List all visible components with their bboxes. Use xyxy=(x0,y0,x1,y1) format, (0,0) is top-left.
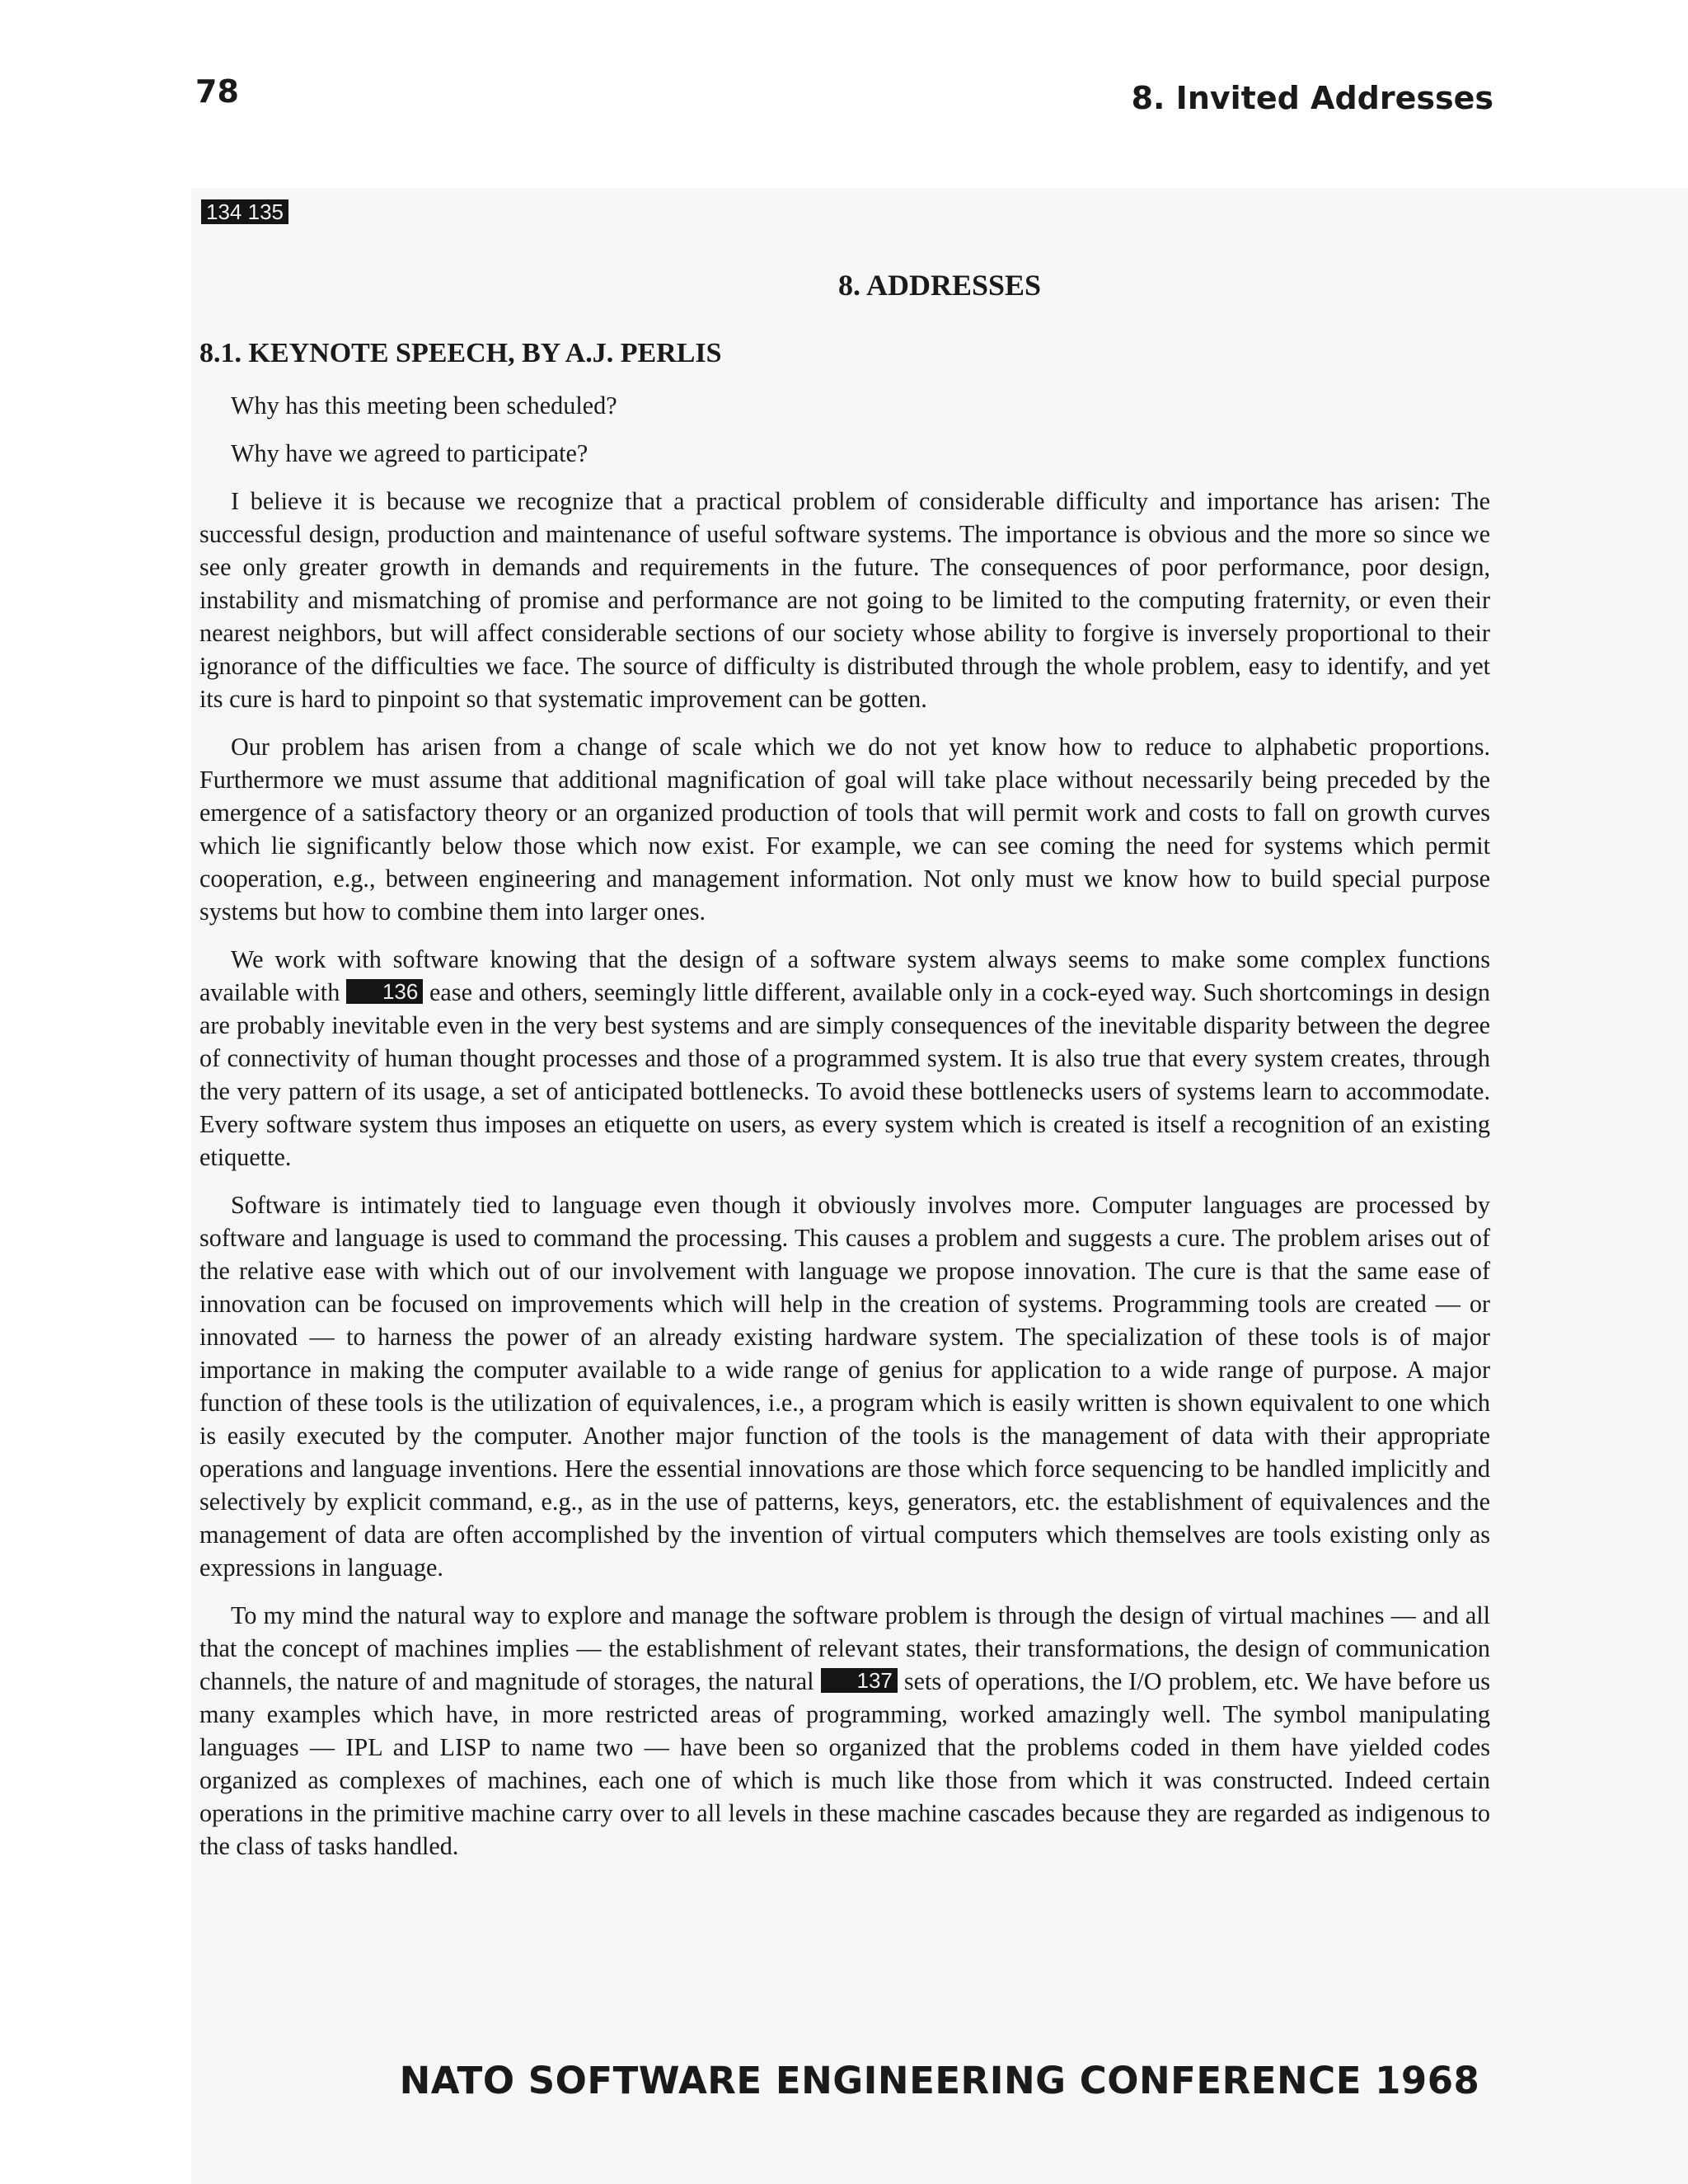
paragraph-text: sets of operations, the I/O problem, etc. We have before us many examples which have, in more restricted areas of programming, worked amazingly well. The symbol manipulating languages — IPL and LISP to name two — have been so organized that the problems coded in them have yielded codes organized as complexes of machines, each one of which is much like those from which it was constructed. Indeed certain operations in the primitive machine carry over to all levels in these machine cascades because they are regarded as indigenous to the class of tasks handled. xyxy=(199,1667,1491,1860)
page-marker-136: 136 xyxy=(346,979,423,1004)
paragraph xyxy=(199,943,1490,1174)
body-text xyxy=(199,389,1490,1877)
running-head: 8. Invited Addresses xyxy=(1131,80,1493,116)
page-number: 78 xyxy=(195,73,239,110)
page-marker-137: 137 xyxy=(821,1668,898,1693)
paragraph-text: To my mind the natural way to explore and manage the software problem is through the design of virtual machines — and all that the concept of machines implies — the establishment of relevant states, their transformations, the design of communication channels, the nature of and magnitude of storages, the natural xyxy=(199,1601,1490,1695)
paragraph: Our problem has arisen from a change of scale which we do not yet know how to reduce to alphabetic proportions. Furthermore we must assume that additional magnification of goal will take place without necessarily being preceded by the emergence of a satisfactory theory or an organized production of tools that will permit work and costs to fall on growth curves which lie significantly below those which now exist. For example, we can see coming the need for systems which permit cooperation, e.g., between engineering and management information. Not only must we know how to build special purpose systems but how to combine them into larger ones. xyxy=(199,733,1490,926)
paragraph xyxy=(199,1599,1490,1863)
chapter-title: 8. ADDRESSES xyxy=(837,269,1042,302)
page-marker-134-135: 134 135 xyxy=(201,199,288,224)
paragraph: Software is intimately tied to language even though it obviously involves more. Computer languages are processed by software and language is used to command the processing. This causes a problem and suggests a cure. The problem arises out of the relative ease with which out of our involvement with language we propose innovation. The cure is that the same ease of innovation can be focused on improvements which will help in the creation of systems. Programming tools are created — or innovated — to harness the power of an already existing hardware system. The specialization of these tools is of major importance in making the computer available to a wide range of genius for application to a wide range of purpose. A major function of these tools is the utilization of equivalences, i.e., a program which is easily written is shown equivalent to one which is easily executed by the computer. Another major function of the tools is the management of data with their appropriate operations and language inventions. Here the essential innovations are those which force sequencing to be handled implicitly and selectively by explicit command, e.g., as in the use of patterns, keys, generators, etc. the establishment of equivalences and the management of data are often accomplished by the invention of virtual computers which themselves are tools existing only as expressions in language. xyxy=(199,1191,1490,1582)
paragraph-text: We work with software knowing that the design of a software system always seems to make some complex functions available with xyxy=(199,945,1490,1006)
section-title: 8.1. KEYNOTE SPEECH, BY A.J. PERLIS xyxy=(199,338,722,368)
paragraph-text: ease and others, seemingly little different, available only in a cock-eyed way. Such shortcomings in design are probably inevitable even in the very best systems and are simply consequences of the inevitable disparity between the degree of connectivity of human thought processes and those of a programmed system. It is also true that every system creates, through the very pattern of its usage, a set of anticipated bottlenecks. To avoid these bottlenecks users of systems learn to accommodate. Every software system thus imposes an etiquette on users, as every system which is created is itself a recognition of an existing etiquette. xyxy=(199,978,1490,1171)
paragraph: I believe it is because we recognize that a practical problem of considerable difficulty and importance has arisen: The successful design, production and maintenance of useful software systems. The importance is obvious and the more so since we see only greater growth in demands and requirements in the future. The consequences of poor performance, poor design, instability and mismatching of promise and performance are not going to be limited to the computing fraternity, or even their nearest neighbors, but will affect considerable sections of our society whose ability to forgive is inversely proportional to their ignorance of the difficulties we face. The source of difficulty is distributed through the whole problem, easy to identify, and yet its cure is hard to pinpoint so that systematic improvement can be gotten. xyxy=(199,487,1490,713)
footer-conference-title: NATO SOFTWARE ENGINEERING CONFERENCE 1968 xyxy=(399,2059,1480,2102)
paragraph: Why have we agreed to participate? xyxy=(231,439,588,467)
paragraph: Why has this meeting been scheduled? xyxy=(231,391,617,419)
